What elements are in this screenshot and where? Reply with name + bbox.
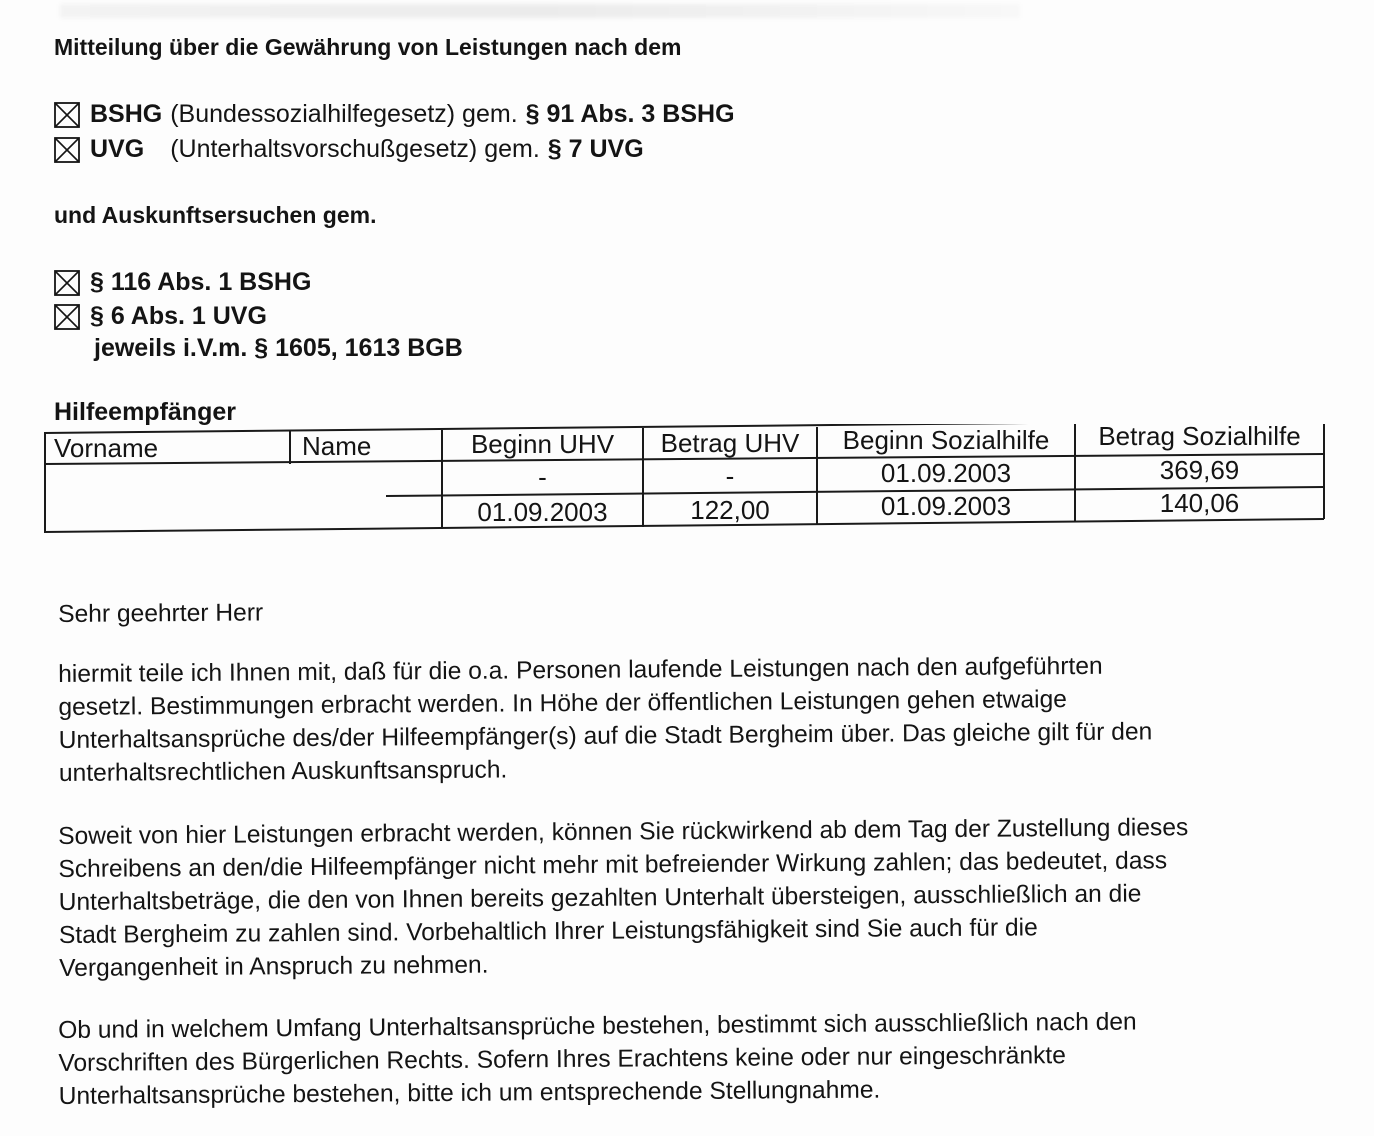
table-header-beginn-uhv: Beginn UHV bbox=[470, 429, 615, 459]
law-description: (Unterhaltsvorschußgesetz) gem. bbox=[170, 135, 540, 163]
paragraph-line: Soweit von hier Leistungen erbracht werden, können Sie rückwirkend ab dem Tag der Zustellung dieses bbox=[58, 814, 1189, 850]
table-header-betrag-uhv: Betrag UHV bbox=[660, 428, 800, 458]
table-cell-beginn-uhv: - bbox=[538, 462, 547, 492]
document-title: Mitteilung über die Gewährung von Leistungen nach dem bbox=[54, 34, 682, 60]
table-cell-beginn-sozialhilfe: 01.09.2003 bbox=[880, 458, 1012, 488]
law-description: (Bundessozialhilfegesetz) gem. bbox=[170, 100, 518, 128]
inquiry-note: jeweils i.V.m. § 1605, 1613 BGB bbox=[94, 334, 463, 362]
checked-box-icon bbox=[54, 102, 80, 128]
recipients-table bbox=[44, 421, 1326, 534]
body-paragraph-3 bbox=[58, 1004, 1359, 1113]
paragraph-line: Vorschriften des Bürgerlichen Rechts. Sofern Ihres Erachtens keine oder nur eingeschränkte bbox=[58, 1042, 1066, 1077]
law-code: UVG bbox=[90, 135, 145, 163]
law-code: BSHG bbox=[90, 100, 163, 128]
table-header-vorname: Vorname bbox=[54, 433, 159, 463]
paragraph-line: unterhaltsrechtlichen Auskunftsanspruch. bbox=[58, 756, 508, 787]
table-header-betrag-sozialhilfe: Betrag Sozialhilfe bbox=[1098, 421, 1301, 451]
checked-box-icon bbox=[54, 304, 80, 330]
law-line-uvg bbox=[54, 135, 644, 164]
body-paragraph-2 bbox=[58, 810, 1359, 985]
salutation-text: Sehr geehrter Herr bbox=[58, 599, 264, 628]
paragraph-line: Unterhaltsbeträge, die den von Ihnen bereits gezahlten Unterhalt übersteigen, ausschließlich an die bbox=[58, 880, 1142, 916]
table-header-name: Name bbox=[302, 431, 372, 461]
salutation bbox=[58, 588, 1358, 631]
paragraph-line: gesetzl. Bestimmungen erbracht werden. In Höhe der öffentlichen Leistungen gehen etwaige bbox=[58, 686, 1068, 721]
table-cell-betrag-sozialhilfe: 369,69 bbox=[1159, 455, 1240, 485]
table-cell-betrag-sozialhilfe: 140,06 bbox=[1159, 488, 1240, 518]
paragraph-line: Stadt Bergheim zu zahlen sind. Vorbehaltlich Ihrer Leistungsfähigkeit sind Sie auch für die bbox=[58, 914, 1038, 949]
table-cell-beginn-sozialhilfe: 01.09.2003 bbox=[880, 491, 1012, 521]
paragraph-line: Unterhaltsansprüche bestehen, bitte ich um entsprechende Stellungnahme. bbox=[58, 1076, 881, 1110]
table-cell-betrag-uhv: - bbox=[725, 461, 735, 491]
table-cell-beginn-uhv: 01.09.2003 bbox=[477, 497, 608, 527]
paragraph-line: Ob und in welchem Umfang Unterhaltsansprüche bestehen, bestimmt sich ausschließlich nach den bbox=[58, 1008, 1137, 1044]
inquiry-item bbox=[54, 302, 267, 331]
inquiry-item bbox=[54, 268, 311, 297]
inquiry-item-label: § 116 Abs. 1 BSHG bbox=[90, 268, 312, 296]
law-reference: § 7 UVG bbox=[547, 135, 644, 163]
paragraph-line: hiermit teile ich Ihnen mit, daß für die o.a. Personen laufende Leistungen nach den aufgeführten bbox=[58, 652, 1103, 688]
inquiry-item-label: § 6 Abs. 1 UVG bbox=[90, 302, 267, 330]
paragraph-line: Vergangenheit in Anspruch zu nehmen. bbox=[59, 951, 489, 982]
table-header-beginn-sozialhilfe: Beginn Sozialhilfe bbox=[842, 425, 1050, 455]
scan-artifact bbox=[60, 4, 1020, 18]
paragraph-line: Unterhaltsansprüche des/der Hilfeempfänger(s) auf die Stadt Bergheim über. Das gleiche gilt für den bbox=[58, 718, 1153, 754]
table-cell-betrag-uhv: 122,00 bbox=[690, 495, 770, 525]
checked-box-icon bbox=[54, 270, 80, 296]
body-paragraph-1 bbox=[58, 648, 1359, 790]
paragraph-line: Schreibens an den/die Hilfeempfänger nicht mehr mit befreiender Wirkung zahlen; das bedeutet, dass bbox=[58, 847, 1168, 883]
checked-box-icon bbox=[54, 137, 80, 163]
law-reference: § 91 Abs. 3 BSHG bbox=[525, 100, 735, 128]
recipients-heading: Hilfeempfänger bbox=[54, 398, 236, 426]
law-line-bshg bbox=[54, 100, 735, 129]
inquiry-heading: und Auskunftsersuchen gem. bbox=[54, 202, 377, 228]
